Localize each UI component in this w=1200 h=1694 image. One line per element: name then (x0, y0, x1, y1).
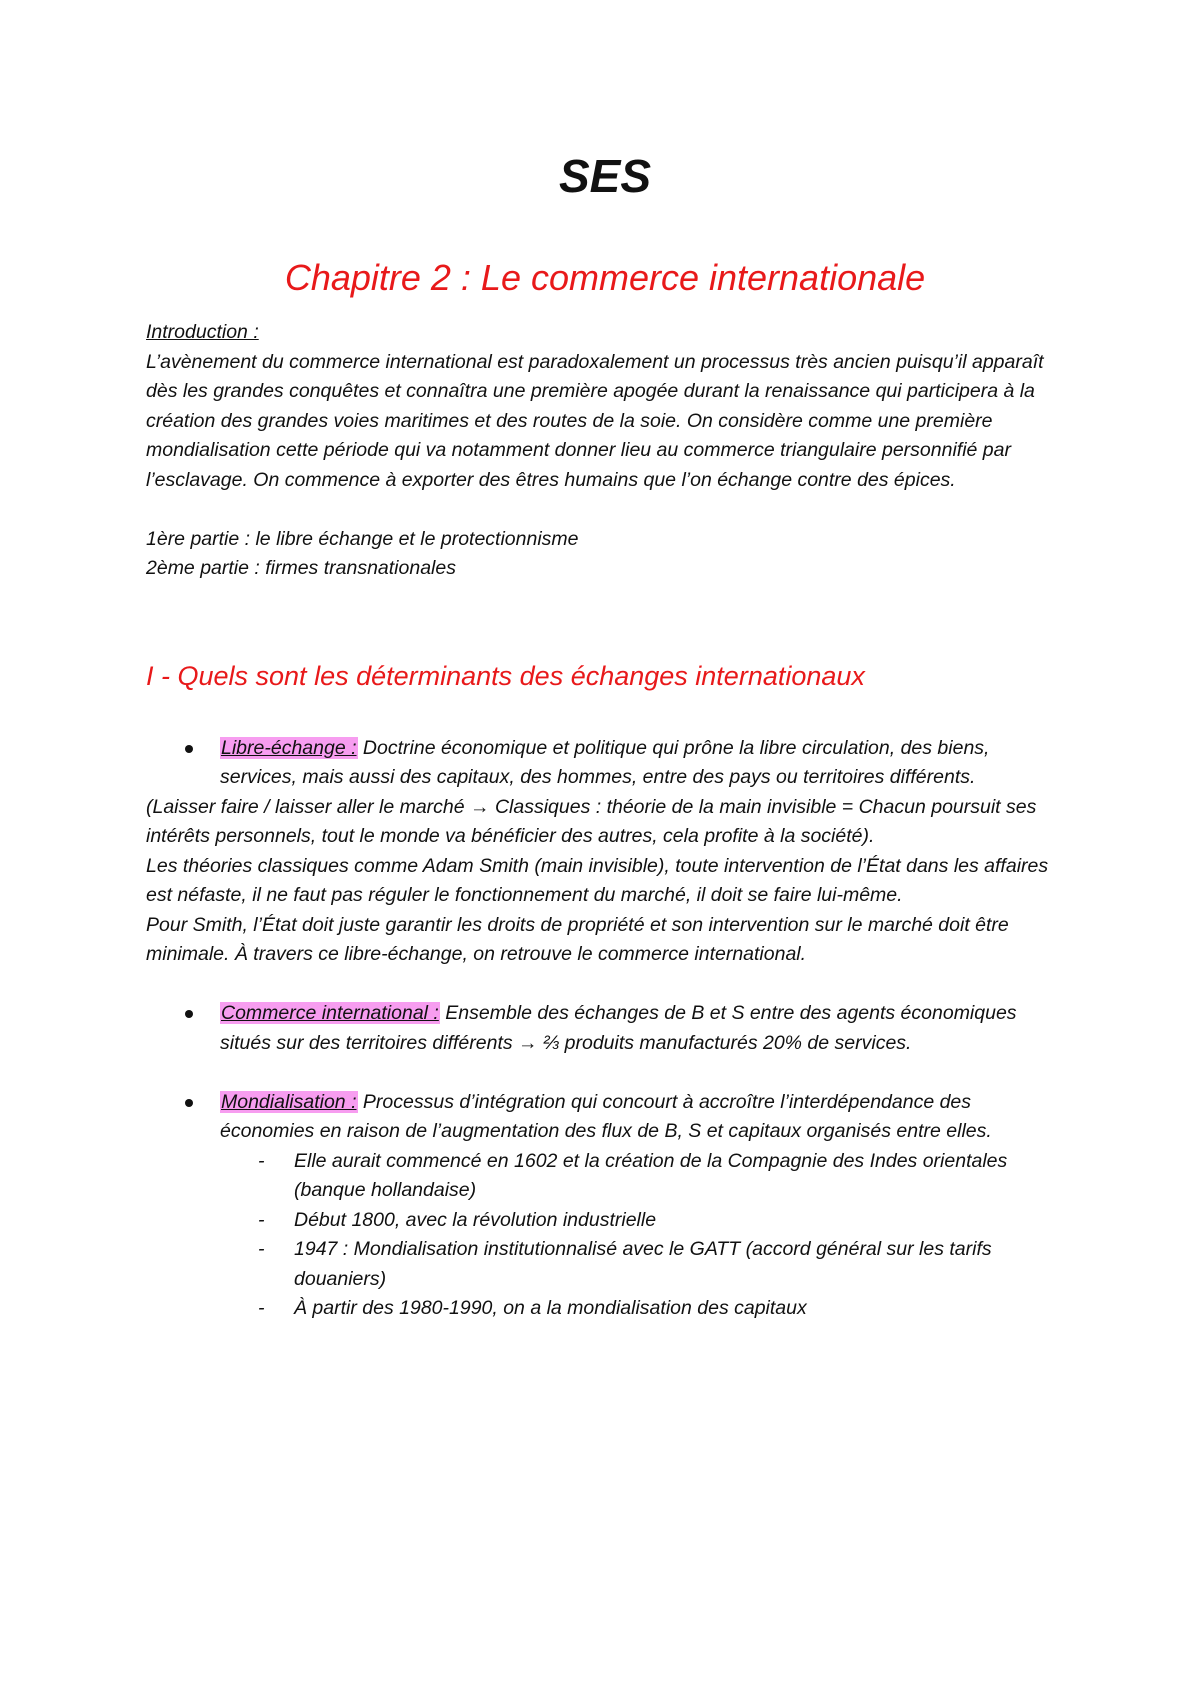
definition-text: Processus d’intégration qui concourt à accroître l’interdépendance des économies en raison de l’augmentation des flux de B, S et capitaux organisés entre elles. (220, 1090, 992, 1142)
part-1-line: 1ère partie : le libre échange et le protectionnisme (146, 527, 579, 550)
definition-item-libre-echange (146, 734, 1066, 793)
mondialisation-point (220, 1147, 1066, 1206)
point-text: Elle aurait commencé en 1602 et la création de la Compagnie des Indes orientales (banque hollandaise) (294, 1149, 1008, 1201)
definition-text: Doctrine économique et politique qui prône la libre circulation, des biens, services, mais aussi des capitaux, des hommes, entre des pays ou territoires différents. (220, 736, 990, 788)
definition-text: Ensemble des échanges de B et S entre des agents économiques situés sur des territoires différents → ⅔ produits manufacturés 20% de services. (220, 1002, 1017, 1054)
dash-icon: - (258, 1149, 265, 1172)
spacer (146, 970, 1066, 1000)
mondialisation-points (220, 1147, 1066, 1324)
mondialisation-point (220, 1235, 1066, 1294)
point-text: Début 1800, avec la révolution industrielle (294, 1208, 657, 1231)
libre-echange-note: (Laisser faire / laisser aller le marché → Classiques : théorie de la main invisible = Chacun poursuit ses intérêts personnels, tout le monde va bénéficier des autres, cela profite à la société). (146, 795, 1037, 847)
definitions-list-libre-echange (146, 734, 1066, 793)
introduction-text: L’avènement du commerce international est paradoxalement un processus très ancien puisqu’il apparaît dès les grandes conquêtes et connaîtra une première apogée durant la renaissance qui participera à la création des grandes voies maritimes et des routes de la soie. On considère comme une première mondialisation cette période qui va notamment donner lieu au commerce triangulaire personnifié par l’esclavage. On commence à exporter des êtres humains que l’on échange contre des épices. (146, 350, 1044, 491)
point-text: 1947 : Mondialisation institutionnalisé avec le GATT (accord général sur les tarifs douaniers) (294, 1238, 992, 1290)
definition-term: Commerce international : (221, 1002, 439, 1024)
spacer (146, 495, 1066, 525)
bullet-icon (185, 1099, 193, 1107)
bullet-icon (185, 745, 193, 753)
definition-item-mondialisation (146, 1088, 1066, 1324)
dash-icon: - (258, 1238, 265, 1260)
part-2-line: 2ème partie : firmes transnationales (146, 557, 456, 579)
mondialisation-point (220, 1206, 1066, 1236)
bullet-icon (185, 1010, 193, 1018)
libre-echange-note: Les théories classiques comme Adam Smith (main invisible), toute intervention de l’État dans les affaires est néfaste, il ne faut pas réguler le fonctionnement du marché, il doit se faire lui-même. (146, 854, 1049, 906)
definition-term: Libre-échange : (221, 736, 357, 759)
definition-item-commerce-international (146, 999, 1066, 1058)
introduction-label: Introduction : (146, 321, 259, 343)
definitions-list-commerce (146, 999, 1066, 1058)
point-text: À partir des 1980-1990, on a la mondialisation des capitaux (294, 1297, 807, 1319)
chapter-title: Chapitre 2 : Le commerce internationale (284, 257, 926, 298)
dash-icon: - (258, 1297, 265, 1319)
dash-icon: - (258, 1208, 265, 1231)
document-title: SES (558, 150, 652, 202)
document-body (146, 318, 1066, 1324)
section-1-title: I - Quels sont les déterminants des échanges internationaux (146, 660, 865, 691)
mondialisation-point (220, 1294, 1066, 1324)
definitions-list-mondialisation (146, 1088, 1066, 1324)
definition-term: Mondialisation : (221, 1090, 357, 1113)
spacer (146, 1058, 1066, 1088)
libre-echange-note: Pour Smith, l’État doit juste garantir les droits de propriété et son intervention sur le marché doit être minimale. À travers ce libre-échange, on retrouve le commerce international. (146, 913, 1009, 965)
spacer (146, 694, 1066, 734)
